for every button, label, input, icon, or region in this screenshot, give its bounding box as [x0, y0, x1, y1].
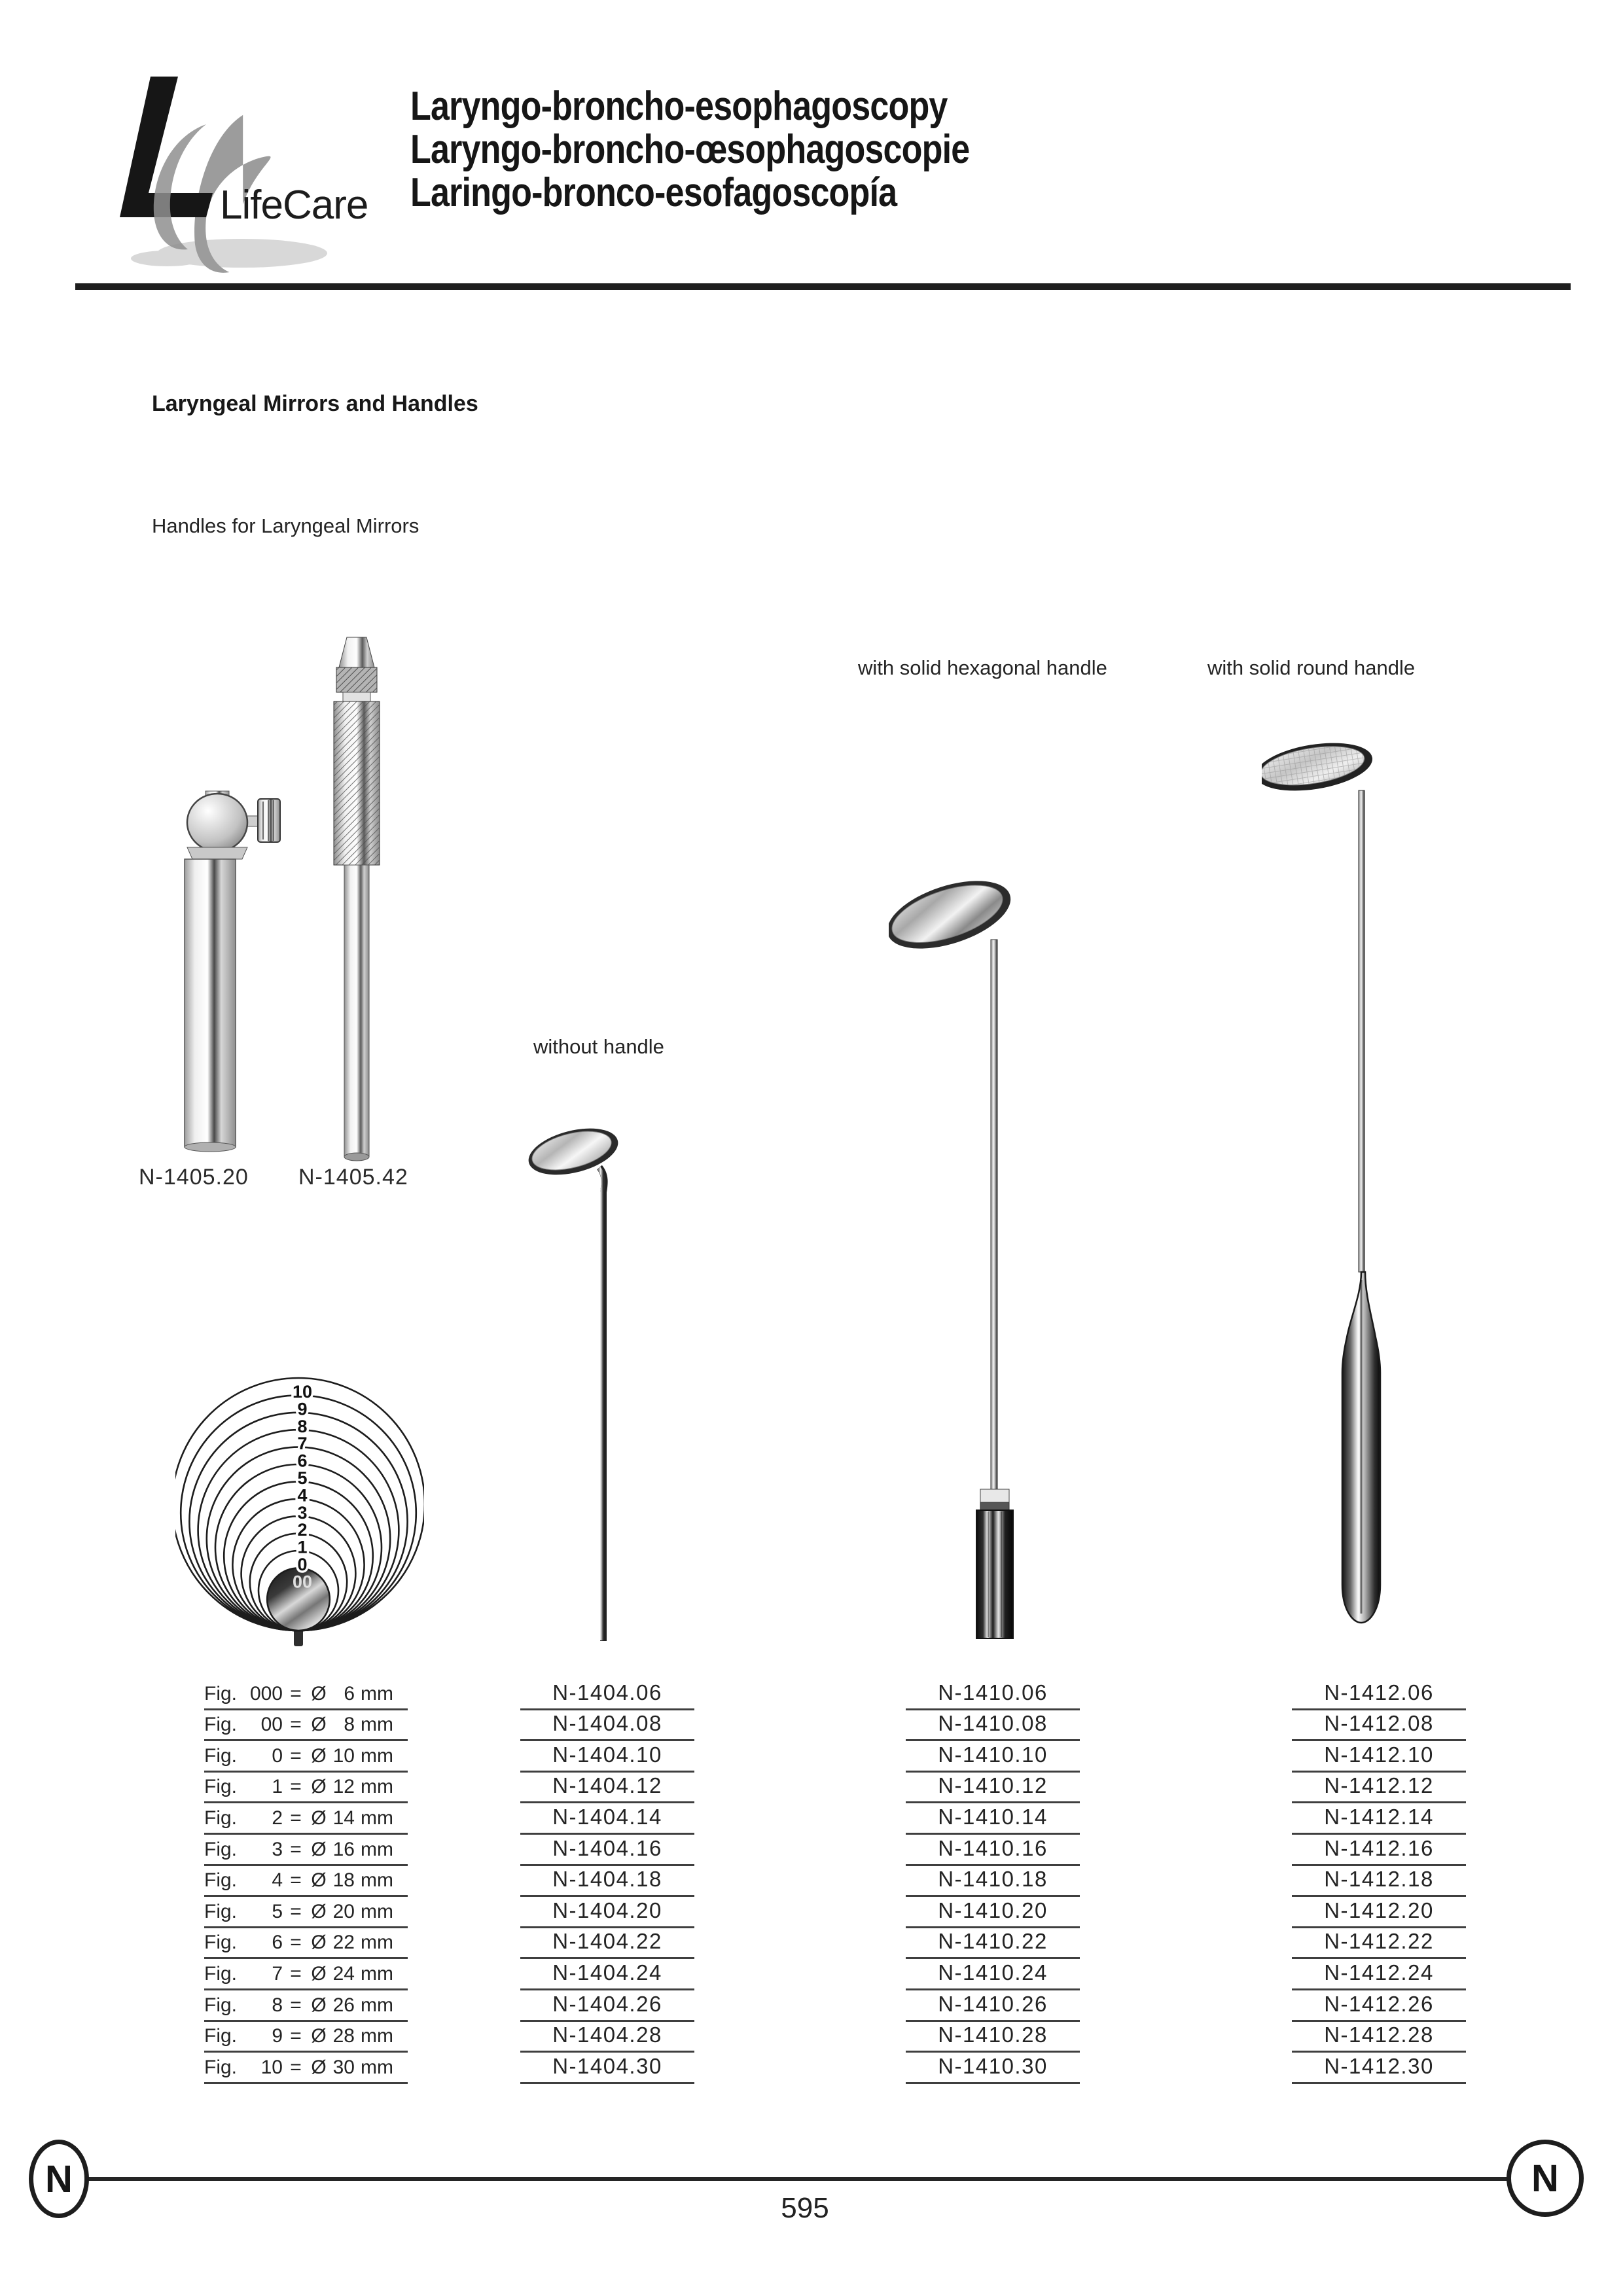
size-value: 18 [332, 1869, 355, 1892]
part-number-hex-handle: N-1410.06 [906, 1679, 1080, 1710]
handle-neck [343, 692, 370, 701]
table-row [204, 1959, 1474, 1990]
part-number-without-handle: N-1404.28 [520, 2022, 694, 2053]
mirror-stem [991, 940, 997, 1491]
mirror-round-handle-illustration [1262, 737, 1383, 1638]
part-number-without-handle: N-1404.12 [520, 1773, 694, 1804]
part-number-round-handle: N-1412.20 [1292, 1897, 1466, 1928]
part-number-round-handle: N-1412.12 [1292, 1773, 1466, 1804]
table-row [204, 1803, 1474, 1835]
table-row [204, 1897, 1474, 1928]
fig-number: 8 [272, 1994, 283, 2016]
fig-size-cell [204, 2022, 408, 2053]
part-number-without-handle: N-1404.22 [520, 1928, 694, 1960]
diameter-sign: Ø [311, 1682, 327, 1704]
part-number-hex-handle: N-1410.26 [906, 1990, 1080, 2022]
section-subheading: Handles for Laryngeal Mirrors [152, 514, 419, 537]
mirror-without-handle-illustration [522, 1120, 630, 1649]
ref-handle-long: N-1405.42 [298, 1165, 408, 1190]
equals-sign: = [290, 1932, 302, 1954]
fig-prefix: Fig. [204, 1869, 238, 1892]
part-number-without-handle: N-1404.26 [520, 1990, 694, 2022]
mirror-stem [1359, 790, 1364, 1272]
knurl-ring-texture [336, 667, 377, 692]
part-number-hex-handle: N-1410.18 [906, 1866, 1080, 1898]
part-number-round-handle: N-1412.22 [1292, 1928, 1466, 1960]
fig-size-cell [204, 1897, 408, 1928]
diameter-sign: Ø [311, 1744, 327, 1767]
ball-joint [187, 794, 247, 851]
fig-prefix: Fig. [204, 2025, 238, 2047]
handle-tip [339, 637, 374, 667]
handle-collar [980, 1489, 1009, 1502]
title-spanish: Laringo-bronco-esofagoscopía [410, 170, 897, 215]
title-french: Laryngo-broncho-œsophagoscopie [410, 127, 970, 172]
part-number-round-handle: N-1412.24 [1292, 1959, 1466, 1990]
part-number-hex-handle: N-1410.08 [906, 1710, 1080, 1742]
part-number-hex-handle: N-1410.16 [906, 1835, 1080, 1866]
mirror-hex-handle-illustration [889, 862, 1043, 1641]
fig-number: 7 [272, 1962, 283, 1985]
equals-sign: = [290, 1994, 302, 2016]
fig-size-cell [204, 1835, 408, 1866]
handle-shaft [344, 865, 369, 1157]
fig-prefix: Fig. [204, 1994, 238, 2016]
fig-number: 4 [272, 1869, 283, 1892]
table-row [204, 1741, 1474, 1773]
size-value: 26 [332, 1994, 355, 2016]
diameter-sign: Ø [311, 1869, 327, 1892]
fig-size-cell [204, 2053, 408, 2084]
part-number-round-handle: N-1412.30 [1292, 2053, 1466, 2084]
gauge-ring-label-5: 5 [297, 1468, 308, 1488]
part-number-round-handle: N-1412.26 [1292, 1990, 1466, 2022]
handle-shaft-bottom [344, 1153, 369, 1161]
table-row [204, 1710, 1474, 1742]
equals-sign: = [290, 2056, 302, 2078]
diameter-sign: Ø [311, 1994, 327, 2016]
gauge-ring-label-00: 00 [292, 1572, 313, 1592]
size-unit: mm [361, 1776, 393, 1798]
page-titles [410, 85, 1076, 215]
fig-number: 1 [272, 1776, 283, 1798]
fig-prefix: Fig. [204, 1682, 238, 1704]
fig-prefix: Fig. [204, 1900, 238, 1922]
equals-sign: = [290, 1714, 302, 1736]
equals-sign: = [290, 1962, 302, 1985]
part-number-without-handle: N-1404.24 [520, 1959, 694, 1990]
handle-bottom [185, 1142, 236, 1152]
part-number-hex-handle: N-1410.24 [906, 1959, 1080, 1990]
size-value: 22 [332, 1932, 355, 1954]
fig-number: 000 [249, 1682, 283, 1704]
lifecare-logo [108, 62, 422, 278]
gauge-ring-label-10: 10 [292, 1382, 313, 1402]
fig-number: 00 [260, 1714, 283, 1736]
diameter-sign: Ø [311, 1807, 327, 1829]
equals-sign: = [290, 2025, 302, 2047]
fig-prefix: Fig. [204, 1932, 238, 1954]
part-number-round-handle: N-1412.14 [1292, 1803, 1466, 1835]
equals-sign: = [290, 1682, 302, 1704]
size-unit: mm [361, 1932, 393, 1954]
size-unit: mm [361, 1807, 393, 1829]
size-value: 28 [332, 2025, 355, 2047]
fig-size-cell [204, 1741, 408, 1773]
fig-prefix: Fig. [204, 1776, 238, 1798]
part-number-round-handle: N-1412.08 [1292, 1710, 1466, 1742]
size-unit: mm [361, 2056, 393, 2078]
size-unit: mm [361, 1682, 393, 1704]
size-value: 6 [344, 1682, 355, 1704]
fig-size-cell [204, 1928, 408, 1960]
knurled-grip-texture [334, 701, 380, 865]
part-number-hex-handle: N-1410.12 [906, 1773, 1080, 1804]
part-number-hex-handle: N-1410.10 [906, 1741, 1080, 1773]
gauge-ring-label-2: 2 [297, 1520, 308, 1540]
fig-number: 0 [272, 1744, 283, 1767]
fig-number: 6 [272, 1932, 283, 1954]
size-unit: mm [361, 1994, 393, 2016]
fig-prefix: Fig. [204, 1744, 238, 1767]
part-number-without-handle: N-1404.14 [520, 1803, 694, 1835]
part-number-round-handle: N-1412.06 [1292, 1679, 1466, 1710]
size-unit: mm [361, 1962, 393, 1985]
badge-letter: N [45, 2157, 73, 2200]
size-value: 8 [344, 1714, 355, 1736]
section-badge-right [1507, 2140, 1584, 2217]
part-number-without-handle: N-1404.16 [520, 1835, 694, 1866]
gauge-ring-label-8: 8 [297, 1416, 308, 1436]
title-english: Laryngo-broncho-esophagoscopy [410, 84, 948, 129]
footer-rule [87, 2177, 1507, 2181]
gauge-ring-label-9: 9 [297, 1399, 308, 1419]
fig-size-cell [204, 1773, 408, 1804]
part-number-hex-handle: N-1410.30 [906, 2053, 1080, 2084]
size-value: 20 [332, 1900, 355, 1922]
diameter-sign: Ø [311, 1962, 327, 1985]
mirror-head [889, 868, 1019, 962]
fig-number: 3 [272, 1838, 283, 1860]
label-without-handle: without handle [533, 1035, 664, 1058]
table-row [204, 1990, 1474, 2022]
fig-size-cell [204, 1959, 408, 1990]
handle-cylinder [185, 859, 236, 1147]
part-number-round-handle: N-1412.28 [1292, 2022, 1466, 2053]
fig-prefix: Fig. [204, 1714, 238, 1736]
mirror-head [1262, 737, 1376, 798]
table-row [204, 2022, 1474, 2053]
page-number: 595 [781, 2192, 829, 2224]
table-row [204, 1928, 1474, 1960]
handle-collar-ring [980, 1502, 1009, 1510]
fig-number: 5 [272, 1900, 283, 1922]
label-round-handle: with solid round handle [1207, 656, 1416, 679]
fig-number: 9 [272, 2025, 283, 2047]
size-value: 16 [332, 1838, 355, 1860]
fig-number: 2 [272, 1807, 283, 1829]
hexagonal-handle [976, 1510, 1013, 1638]
fig-prefix: Fig. [204, 1962, 238, 1985]
fig-size-cell [204, 1803, 408, 1835]
size-value: 14 [332, 1807, 355, 1829]
equals-sign: = [290, 1776, 302, 1798]
size-unit: mm [361, 1869, 393, 1892]
diameter-sign: Ø [311, 1900, 327, 1922]
part-number-round-handle: N-1412.10 [1292, 1741, 1466, 1773]
fig-prefix: Fig. [204, 2056, 238, 2078]
part-number-hex-handle: N-1410.14 [906, 1803, 1080, 1835]
part-number-table [204, 1679, 1474, 2086]
part-number-without-handle: N-1404.10 [520, 1741, 694, 1773]
part-number-without-handle: N-1404.20 [520, 1897, 694, 1928]
size-unit: mm [361, 1838, 393, 1860]
table-row [204, 1866, 1474, 1898]
part-number-round-handle: N-1412.16 [1292, 1835, 1466, 1866]
mirror-stem [599, 1168, 603, 1640]
fig-size-cell [204, 1866, 408, 1898]
size-value: 30 [332, 2056, 355, 2078]
table-row [204, 1835, 1474, 1866]
size-value: 10 [332, 1744, 355, 1767]
diameter-sign: Ø [311, 1776, 327, 1798]
size-unit: mm [361, 1900, 393, 1922]
gauge-ring-label-0: 0 [297, 1555, 308, 1574]
ball-flange [187, 847, 247, 859]
gauge-ring-label-1: 1 [297, 1537, 308, 1557]
fig-size-cell [204, 1710, 408, 1742]
part-number-round-handle: N-1412.18 [1292, 1866, 1466, 1898]
table-row [204, 1679, 1474, 1710]
fig-size-cell [204, 1679, 408, 1710]
fig-size-cell [204, 1990, 408, 2022]
table-row [204, 1773, 1474, 1804]
equals-sign: = [290, 1838, 302, 1860]
diameter-sign: Ø [311, 2025, 327, 2047]
size-value: 24 [332, 1962, 355, 1985]
equals-sign: = [290, 1900, 302, 1922]
logo-shadow-small [131, 251, 203, 266]
part-number-hex-handle: N-1410.20 [906, 1897, 1080, 1928]
brand-name: LifeCare [220, 183, 368, 228]
part-number-without-handle: N-1404.06 [520, 1679, 694, 1710]
equals-sign: = [290, 1869, 302, 1892]
mirror-size-gauge-diagram [175, 1369, 424, 1649]
badge-letter: N [1531, 2157, 1559, 2200]
equals-sign: = [290, 1744, 302, 1767]
size-value: 12 [332, 1776, 355, 1798]
equals-sign: = [290, 1807, 302, 1829]
gauge-ring-label-3: 3 [297, 1502, 308, 1523]
short-handle-illustration [165, 782, 286, 1155]
gauge-ring-label-4: 4 [297, 1485, 308, 1506]
gauge-ring-label-6: 6 [297, 1451, 308, 1471]
fig-prefix: Fig. [204, 1807, 238, 1829]
fig-number: 10 [260, 2056, 283, 2078]
gauge-ring-label-7: 7 [297, 1434, 308, 1454]
part-number-hex-handle: N-1410.22 [906, 1928, 1080, 1960]
part-number-without-handle: N-1404.18 [520, 1866, 694, 1898]
long-handle-illustration [327, 633, 386, 1162]
diameter-sign: Ø [311, 1838, 327, 1860]
size-unit: mm [361, 2025, 393, 2047]
section-badge-left [29, 2140, 89, 2218]
mirror-head [524, 1120, 622, 1183]
fig-prefix: Fig. [204, 1838, 238, 1860]
size-unit: mm [361, 1744, 393, 1767]
size-unit: mm [361, 1714, 393, 1736]
header-rule [75, 283, 1571, 290]
part-number-without-handle: N-1404.30 [520, 2053, 694, 2084]
table-row [204, 2053, 1474, 2084]
section-heading: Laryngeal Mirrors and Handles [152, 391, 478, 416]
diameter-sign: Ø [311, 2056, 327, 2078]
diameter-sign: Ø [311, 1932, 327, 1954]
ref-handle-short: N-1405.20 [139, 1165, 249, 1190]
diameter-sign: Ø [311, 1714, 327, 1736]
part-number-hex-handle: N-1410.28 [906, 2022, 1080, 2053]
part-number-without-handle: N-1404.08 [520, 1710, 694, 1742]
label-hexagonal-handle: with solid hexagonal handle [858, 656, 1107, 679]
